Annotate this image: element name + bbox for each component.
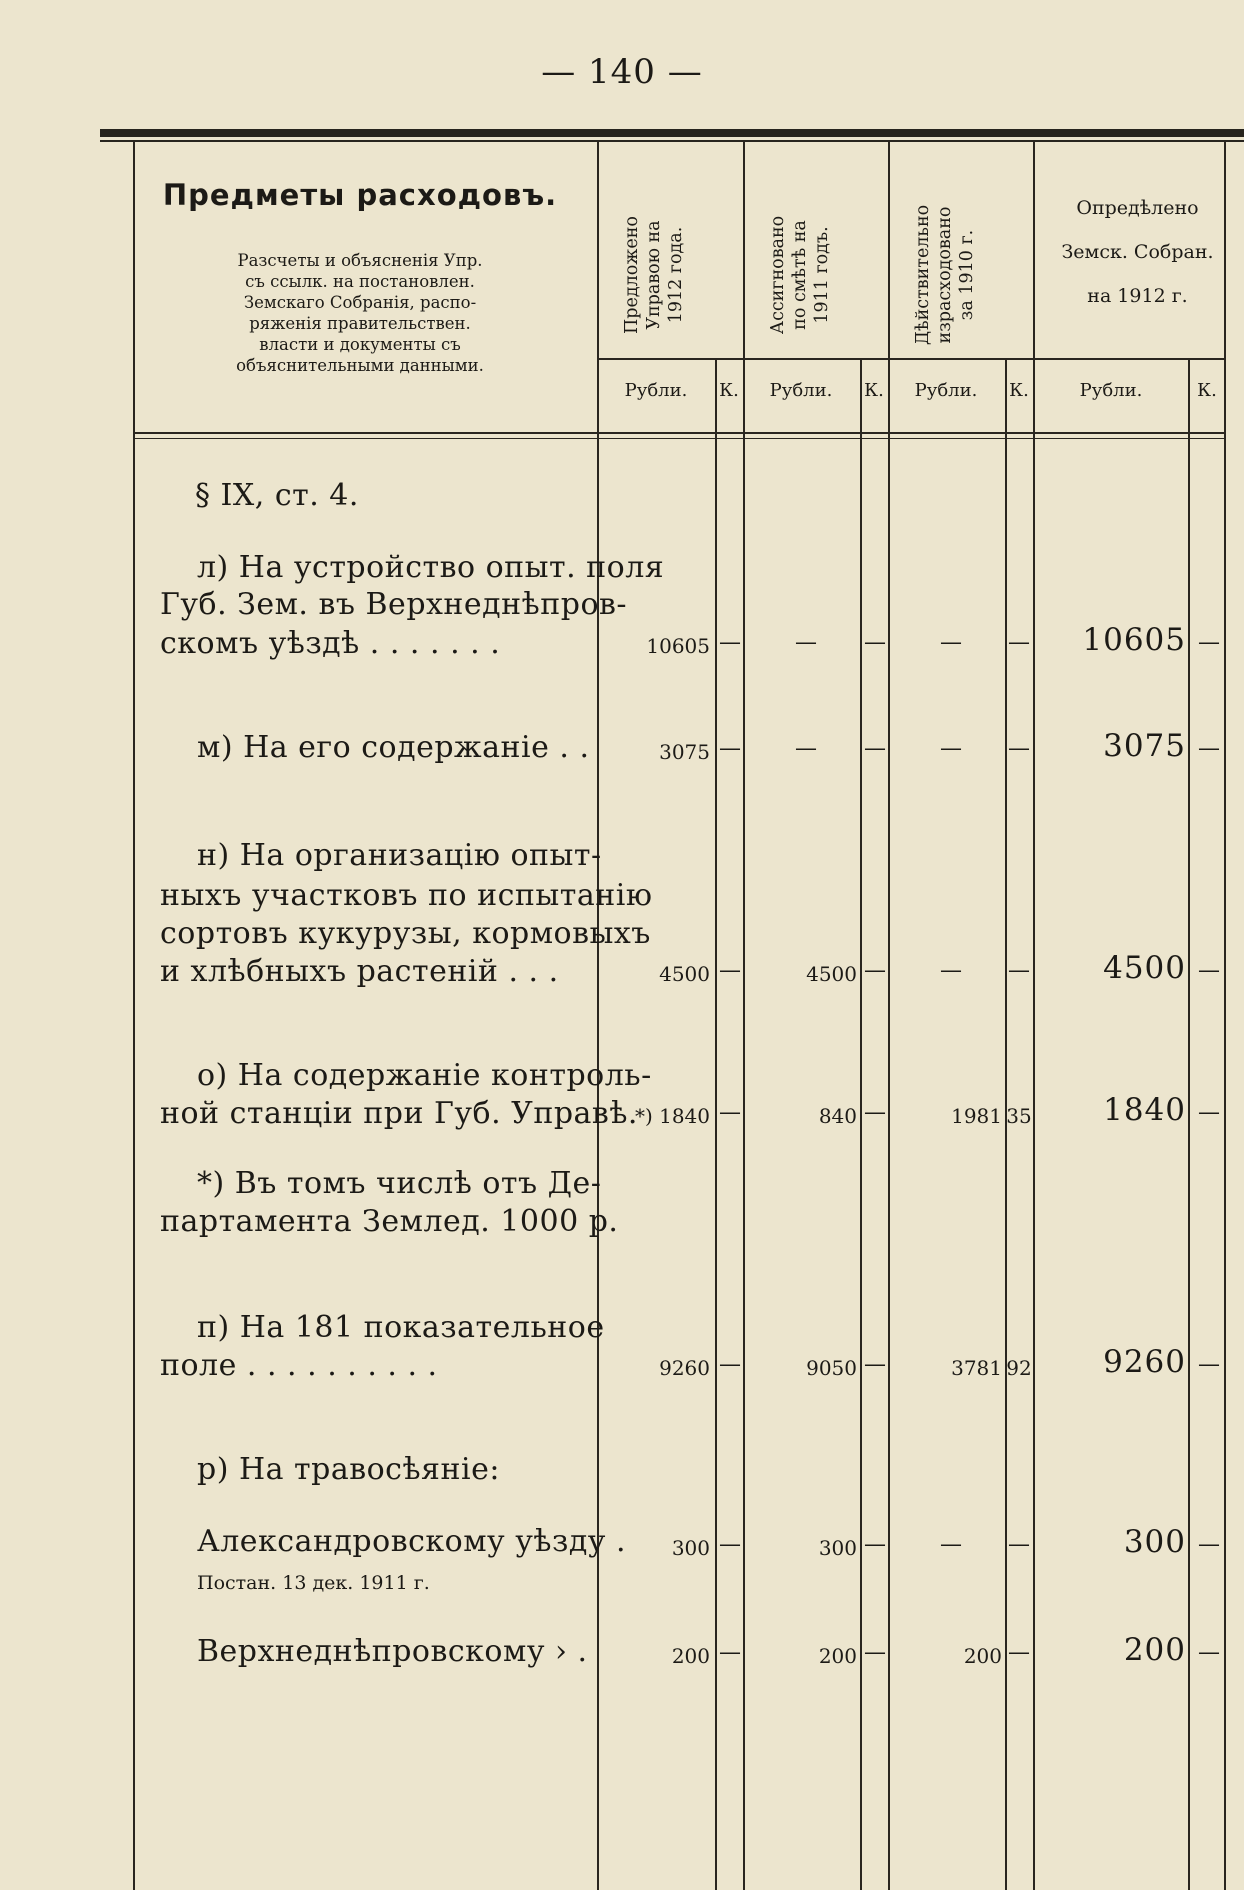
proposed-kop: — (719, 736, 741, 761)
assigned-kop: — (864, 1532, 886, 1557)
spent-value: — (940, 1532, 962, 1557)
assigned-kop: — (864, 958, 886, 983)
spent-kop: 92 (1006, 1356, 1032, 1380)
col-divider (888, 142, 890, 1890)
proposed-value: *) 1840 (634, 1104, 710, 1128)
row-label-line: и хлѣбныхъ растеній . . . (160, 954, 559, 989)
assigned-kop: — (864, 1352, 886, 1377)
kop-divider (860, 360, 862, 1890)
unit-rub: Рубли. (624, 380, 688, 401)
assigned-value: — (795, 736, 817, 761)
assigned-kop: — (864, 630, 886, 655)
unit-kop: К. (719, 380, 739, 401)
decided-value: 1840 (1103, 1092, 1186, 1128)
spent-value: 3781 (951, 1356, 1002, 1380)
col-proposed-header: Предложено Управою на 1912 года. (622, 216, 686, 334)
footnote-line: *) Въ томъ числѣ отъ Де- (197, 1166, 602, 1201)
decided-value: 9260 (1103, 1344, 1186, 1380)
spent-value: — (940, 630, 962, 655)
header-title: Предметы расходовъ. (162, 178, 558, 212)
spent-kop: — (1008, 958, 1030, 983)
row-label-line: м) На его содержаніе . . (197, 730, 590, 765)
kop-divider (1188, 360, 1190, 1890)
row-label-line: ной станціи при Губ. Управѣ. (160, 1096, 638, 1131)
unit-rub: Рубли. (1079, 380, 1143, 401)
row-label-line: п) На 181 показательное (197, 1310, 605, 1345)
decided-value: 10605 (1082, 622, 1186, 658)
proposed-value: 9260 (659, 1356, 710, 1380)
proposed-kop: — (719, 958, 741, 983)
assigned-value: 840 (818, 1104, 857, 1128)
proposed-value: 3075 (659, 740, 710, 764)
decided-kop: — (1198, 1640, 1220, 1665)
spent-kop: — (1008, 630, 1030, 655)
decided-kop: — (1198, 630, 1220, 655)
table-border-left (133, 142, 135, 1890)
decided-value: 4500 (1103, 950, 1186, 986)
col-divider (743, 142, 745, 1890)
assigned-value: 200 (818, 1644, 857, 1668)
proposed-value: 10605 (646, 634, 710, 658)
unit-kop: К. (864, 380, 884, 401)
assigned-value: 9050 (806, 1356, 857, 1380)
decided-kop: — (1198, 1532, 1220, 1557)
decided-value: 300 (1123, 1524, 1186, 1560)
decided-kop: — (1198, 958, 1220, 983)
row-label-line: поле . . . . . . . . . . (160, 1348, 438, 1383)
row-label-line: Губ. Зем. въ Верхнеднѣпров- (160, 587, 628, 622)
decided-kop: — (1198, 1100, 1220, 1125)
assigned-value: — (795, 630, 817, 655)
row-label-line: л) На устройство опыт. поля (197, 550, 665, 585)
header-subtitle: Разсчеты и объясненія Упр. съ ссылк. на постановлен. Земскаго Собранія, распо- ряженія правительствен. власти и документы съ объяснительными данными. (236, 251, 484, 375)
col-divider (1033, 142, 1035, 1890)
row-label-line: ныхъ участковъ по испытанію (160, 878, 653, 913)
table-border-right (1224, 142, 1226, 1890)
top-rule (100, 129, 1244, 137)
row-label-line: скомъ уѣздѣ . . . . . . . (160, 626, 501, 661)
decided-value: 200 (1123, 1632, 1186, 1668)
proposed-kop: — (719, 1532, 741, 1557)
row-label-line: Верхнеднѣпровскому › . (197, 1634, 588, 1669)
spent-kop: — (1008, 1532, 1030, 1557)
unit-rub: Рубли. (769, 380, 833, 401)
assigned-kop: — (864, 1100, 886, 1125)
decided-value: 3075 (1103, 728, 1186, 764)
page-number: — 140 — (541, 52, 703, 92)
row-label-line: н) На организацію опыт- (197, 838, 602, 873)
units-rule (597, 358, 1224, 360)
proposed-kop: — (719, 1352, 741, 1377)
unit-kop: К. (1009, 380, 1029, 401)
spent-kop: — (1008, 736, 1030, 761)
unit-kop: К. (1197, 380, 1217, 401)
row-label-line: сортовъ кукурузы, кормовыхъ (160, 916, 651, 951)
spent-kop: — (1008, 1640, 1030, 1665)
footnote-line: партамента Землед. 1000 р. (160, 1204, 619, 1239)
proposed-value: 4500 (659, 962, 710, 986)
unit-rub: Рубли. (914, 380, 978, 401)
spent-value: — (940, 958, 962, 983)
assigned-kop: — (864, 1640, 886, 1665)
row-label-line: р) На травосѣяніе: (197, 1452, 500, 1487)
proposed-value: 200 (671, 1644, 710, 1668)
top-rule-thin (100, 140, 1244, 142)
col-assigned-header: Ассигновано по смѣтѣ на 1911 годъ. (768, 215, 832, 335)
col-decided-header: Опредѣлено Земск. Собран. на 1912 г. (1061, 197, 1214, 307)
assigned-kop: — (864, 736, 886, 761)
proposed-kop: — (719, 630, 741, 655)
proposed-kop: — (719, 1640, 741, 1665)
header-bottom-rule-thin (133, 438, 1224, 439)
spent-value: — (940, 736, 962, 761)
row-label-line: о) На содержаніе контроль- (197, 1058, 652, 1093)
proposed-value: 300 (671, 1536, 710, 1560)
decided-kop: — (1198, 1352, 1220, 1377)
spent-value: 1981 (951, 1104, 1002, 1128)
col-spent-header: Дѣйствительно израсходовано за 1910 г. (913, 204, 977, 346)
assigned-value: 4500 (806, 962, 857, 986)
row-label-line: Александровскому уѣзду . (197, 1524, 627, 1559)
spent-value: 200 (963, 1644, 1002, 1668)
row-note: Постан. 13 дек. 1911 г. (197, 1572, 430, 1594)
section-heading: § IX, ст. 4. (195, 478, 359, 513)
assigned-value: 300 (818, 1536, 857, 1560)
header-bottom-rule (133, 432, 1224, 434)
col-divider (597, 142, 599, 1890)
decided-kop: — (1198, 736, 1220, 761)
spent-kop: 35 (1006, 1104, 1032, 1128)
proposed-kop: — (719, 1100, 741, 1125)
kop-divider (715, 360, 717, 1890)
